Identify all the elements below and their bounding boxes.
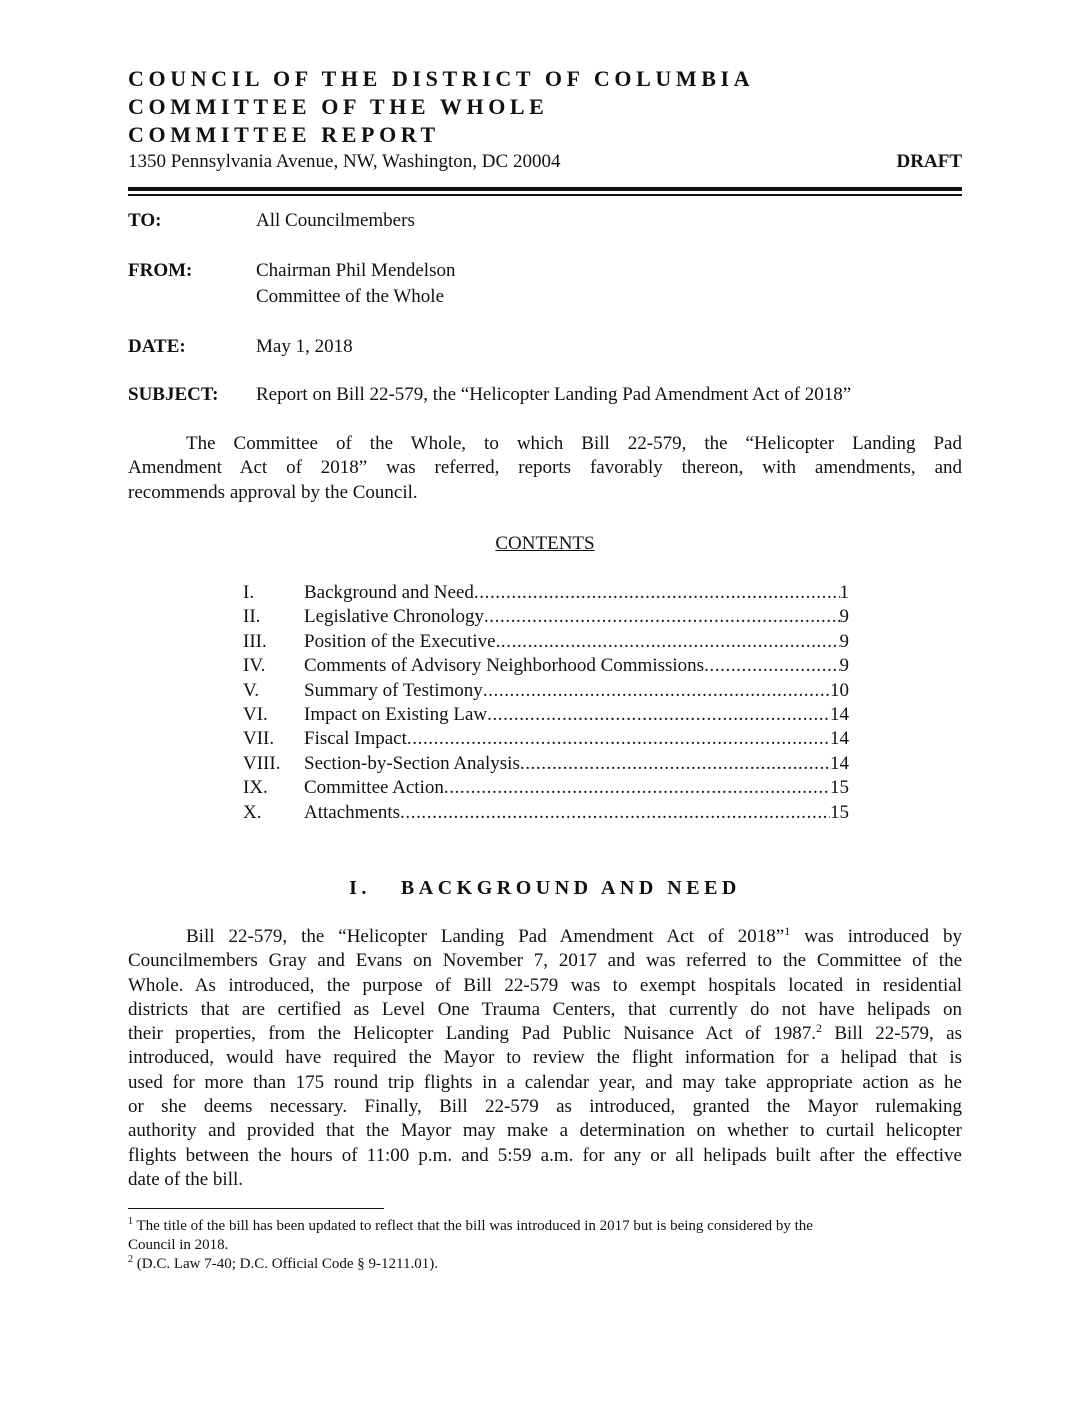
footnote-ref-2[interactable]: 2	[815, 1021, 822, 1036]
toc-entry-page: 9	[839, 606, 849, 628]
header-report-type: COMMITTEE REPORT	[128, 122, 440, 147]
body-line: or she deems necessary. Finally, Bill 22-579 as introduced, granted the Mayor rulemaking	[128, 1096, 962, 1118]
toc-entry-page: 10	[830, 679, 849, 701]
toc-entry-page: 14	[830, 703, 849, 725]
toc-entry[interactable]	[243, 581, 849, 605]
toc-dot-leader	[487, 703, 830, 727]
draft-label: DRAFT	[896, 151, 962, 172]
header-rule-thick	[128, 187, 962, 191]
body-line: flights between the hours of 11:00 p.m. and 5:59 a.m. for any or all helipads built after the effective	[128, 1144, 962, 1166]
toc-entry-number: IV.	[243, 655, 266, 677]
toc-entry-number: V.	[243, 679, 260, 701]
toc-dot-leader	[483, 679, 830, 703]
date-value: May 1, 2018	[256, 336, 353, 357]
body-line: used for more than 175 round trip flights in a calendar year, and may take appropriate action as he	[128, 1071, 962, 1093]
toc-entry-title: Fiscal Impact	[304, 728, 407, 750]
toc-entry[interactable]	[243, 776, 849, 800]
section-title: BACKGROUND AND NEED	[400, 877, 741, 899]
footnote-2: $^2$ (D.C. Law 7-40; D.C. Official Code § 9-1211.01).	[128, 1254, 438, 1272]
toc-entry-title: Position of the Executive	[304, 630, 496, 652]
section-number: I.	[349, 877, 371, 899]
toc-entry-page: 1	[839, 582, 849, 603]
toc-entry-number: I.	[243, 582, 255, 603]
subject-value: Report on Bill 22-579, the “Helicopter Landing Pad Amendment Act of 2018”	[256, 384, 852, 405]
toc-entry-page: 9	[839, 630, 849, 652]
intro-line: The Committee of the Whole, to which Bill 22-579, the “Helicopter Landing Pad	[186, 433, 962, 454]
toc-dot-leader	[484, 605, 840, 629]
toc-entry-page: 14	[830, 752, 849, 774]
toc-entry-page: 14	[830, 728, 849, 750]
toc-entry[interactable]	[243, 654, 849, 678]
header-address-row	[128, 150, 962, 174]
from-value-name: Chairman Phil Mendelson	[256, 260, 456, 281]
toc-dot-leader	[496, 630, 840, 654]
toc-entry-page: 15	[830, 777, 849, 799]
from-label: FROM:	[128, 260, 193, 281]
toc-entry[interactable]	[243, 752, 849, 776]
footnote-1-continued: Council in 2018.	[128, 1237, 229, 1253]
to-label: TO:	[128, 210, 162, 231]
toc-entry-number: IX.	[243, 777, 268, 799]
toc-entry[interactable]	[243, 679, 849, 703]
subject-label: SUBJECT:	[128, 384, 219, 405]
section-heading	[128, 875, 962, 901]
body-line: date of the bill.	[128, 1168, 244, 1190]
toc-entry-number: III.	[243, 630, 267, 652]
toc-entry[interactable]	[243, 703, 849, 727]
toc-entry-title: Legislative Chronology	[304, 606, 484, 628]
footnote-separator	[128, 1208, 384, 1209]
toc-entry-title: Comments of Advisory Neighborhood Commissions	[304, 655, 705, 677]
toc-dot-leader	[474, 581, 840, 605]
table-of-contents	[243, 581, 849, 825]
body-line: Whole. As introduced, the purpose of Bill 22-579 was to exempt hospitals located in residential	[128, 974, 962, 996]
intro-paragraph	[128, 432, 962, 505]
to-value: All Councilmembers	[256, 210, 415, 231]
toc-entry[interactable]	[243, 605, 849, 629]
toc-entry-number: VI.	[243, 703, 268, 725]
from-value-committee: Committee of the Whole	[256, 286, 445, 307]
toc-entry[interactable]	[243, 801, 849, 825]
header-council-name: COUNCIL OF THE DISTRICT OF COLUMBIA	[128, 66, 755, 91]
toc-entry-title: Committee Action	[304, 777, 444, 799]
body-line: authority and provided that the Mayor may make a determination on whether to curtail helicopter	[128, 1120, 962, 1142]
intro-line: recommends approval by the Council.	[128, 481, 418, 503]
background-paragraph	[128, 925, 962, 1192]
body-line: districts that are certified as Level One Trauma Centers, that currently do not have helipads on	[128, 998, 962, 1020]
toc-entry-title: Section-by-Section Analysis	[304, 752, 520, 774]
date-label: DATE:	[128, 336, 186, 357]
toc-dot-leader	[444, 776, 830, 800]
toc-dot-leader	[400, 801, 830, 825]
header-address: 1350 Pennsylvania Avenue, NW, Washington, DC 20004	[128, 151, 561, 172]
toc-dot-leader	[407, 727, 830, 751]
toc-entry-title: Impact on Existing Law	[304, 703, 488, 725]
body-line: introduced, would have required the Mayor to review the flight information for a helipad that is	[128, 1047, 962, 1069]
toc-entry-number: II.	[243, 606, 261, 628]
footnote-ref-1[interactable]: 1	[784, 924, 791, 938]
footnote-1: $^1$ The title of the bill has been updated to reflect that the bill was introduced in 2017 but is being considered by the	[128, 1216, 813, 1234]
body-line: Bill 22-579, the “Helicopter Landing Pad Amendment Act of 2018”$^1$ was introduced by	[186, 924, 962, 947]
toc-entry-number: VIII.	[243, 752, 281, 774]
toc-entry[interactable]	[243, 630, 849, 654]
toc-dot-leader	[704, 654, 839, 678]
toc-entry-title: Background and Need	[304, 582, 474, 603]
header-rule-thin	[128, 194, 962, 196]
toc-entry-title: Attachments	[304, 801, 401, 823]
footnotes	[128, 1217, 962, 1274]
toc-entry-page: 15	[830, 801, 849, 823]
toc-entry-number: X.	[243, 801, 262, 823]
header-committee-name: COMMITTEE OF THE WHOLE	[128, 94, 549, 119]
footnote-marker: 2	[128, 1254, 133, 1265]
toc-dot-leader	[520, 752, 830, 776]
toc-entry-page: 9	[839, 655, 849, 677]
contents-title: CONTENTS	[495, 533, 595, 554]
intro-line: Amendment Act of 2018” was referred, reports favorably thereon, with amendments, and	[128, 457, 962, 479]
body-line: their properties, from the Helicopter Landing Pad Public Nuisance Act of 1987.$^2$ Bill 22-579, as	[128, 1021, 962, 1045]
footnote-marker: 1	[128, 1216, 133, 1227]
toc-entry[interactable]	[243, 727, 849, 751]
body-line: Councilmembers Gray and Evans on November 7, 2017 and was referred to the Committee of the	[128, 950, 962, 972]
toc-entry-title: Summary of Testimony	[304, 679, 483, 701]
toc-entry-number: VII.	[243, 728, 275, 750]
